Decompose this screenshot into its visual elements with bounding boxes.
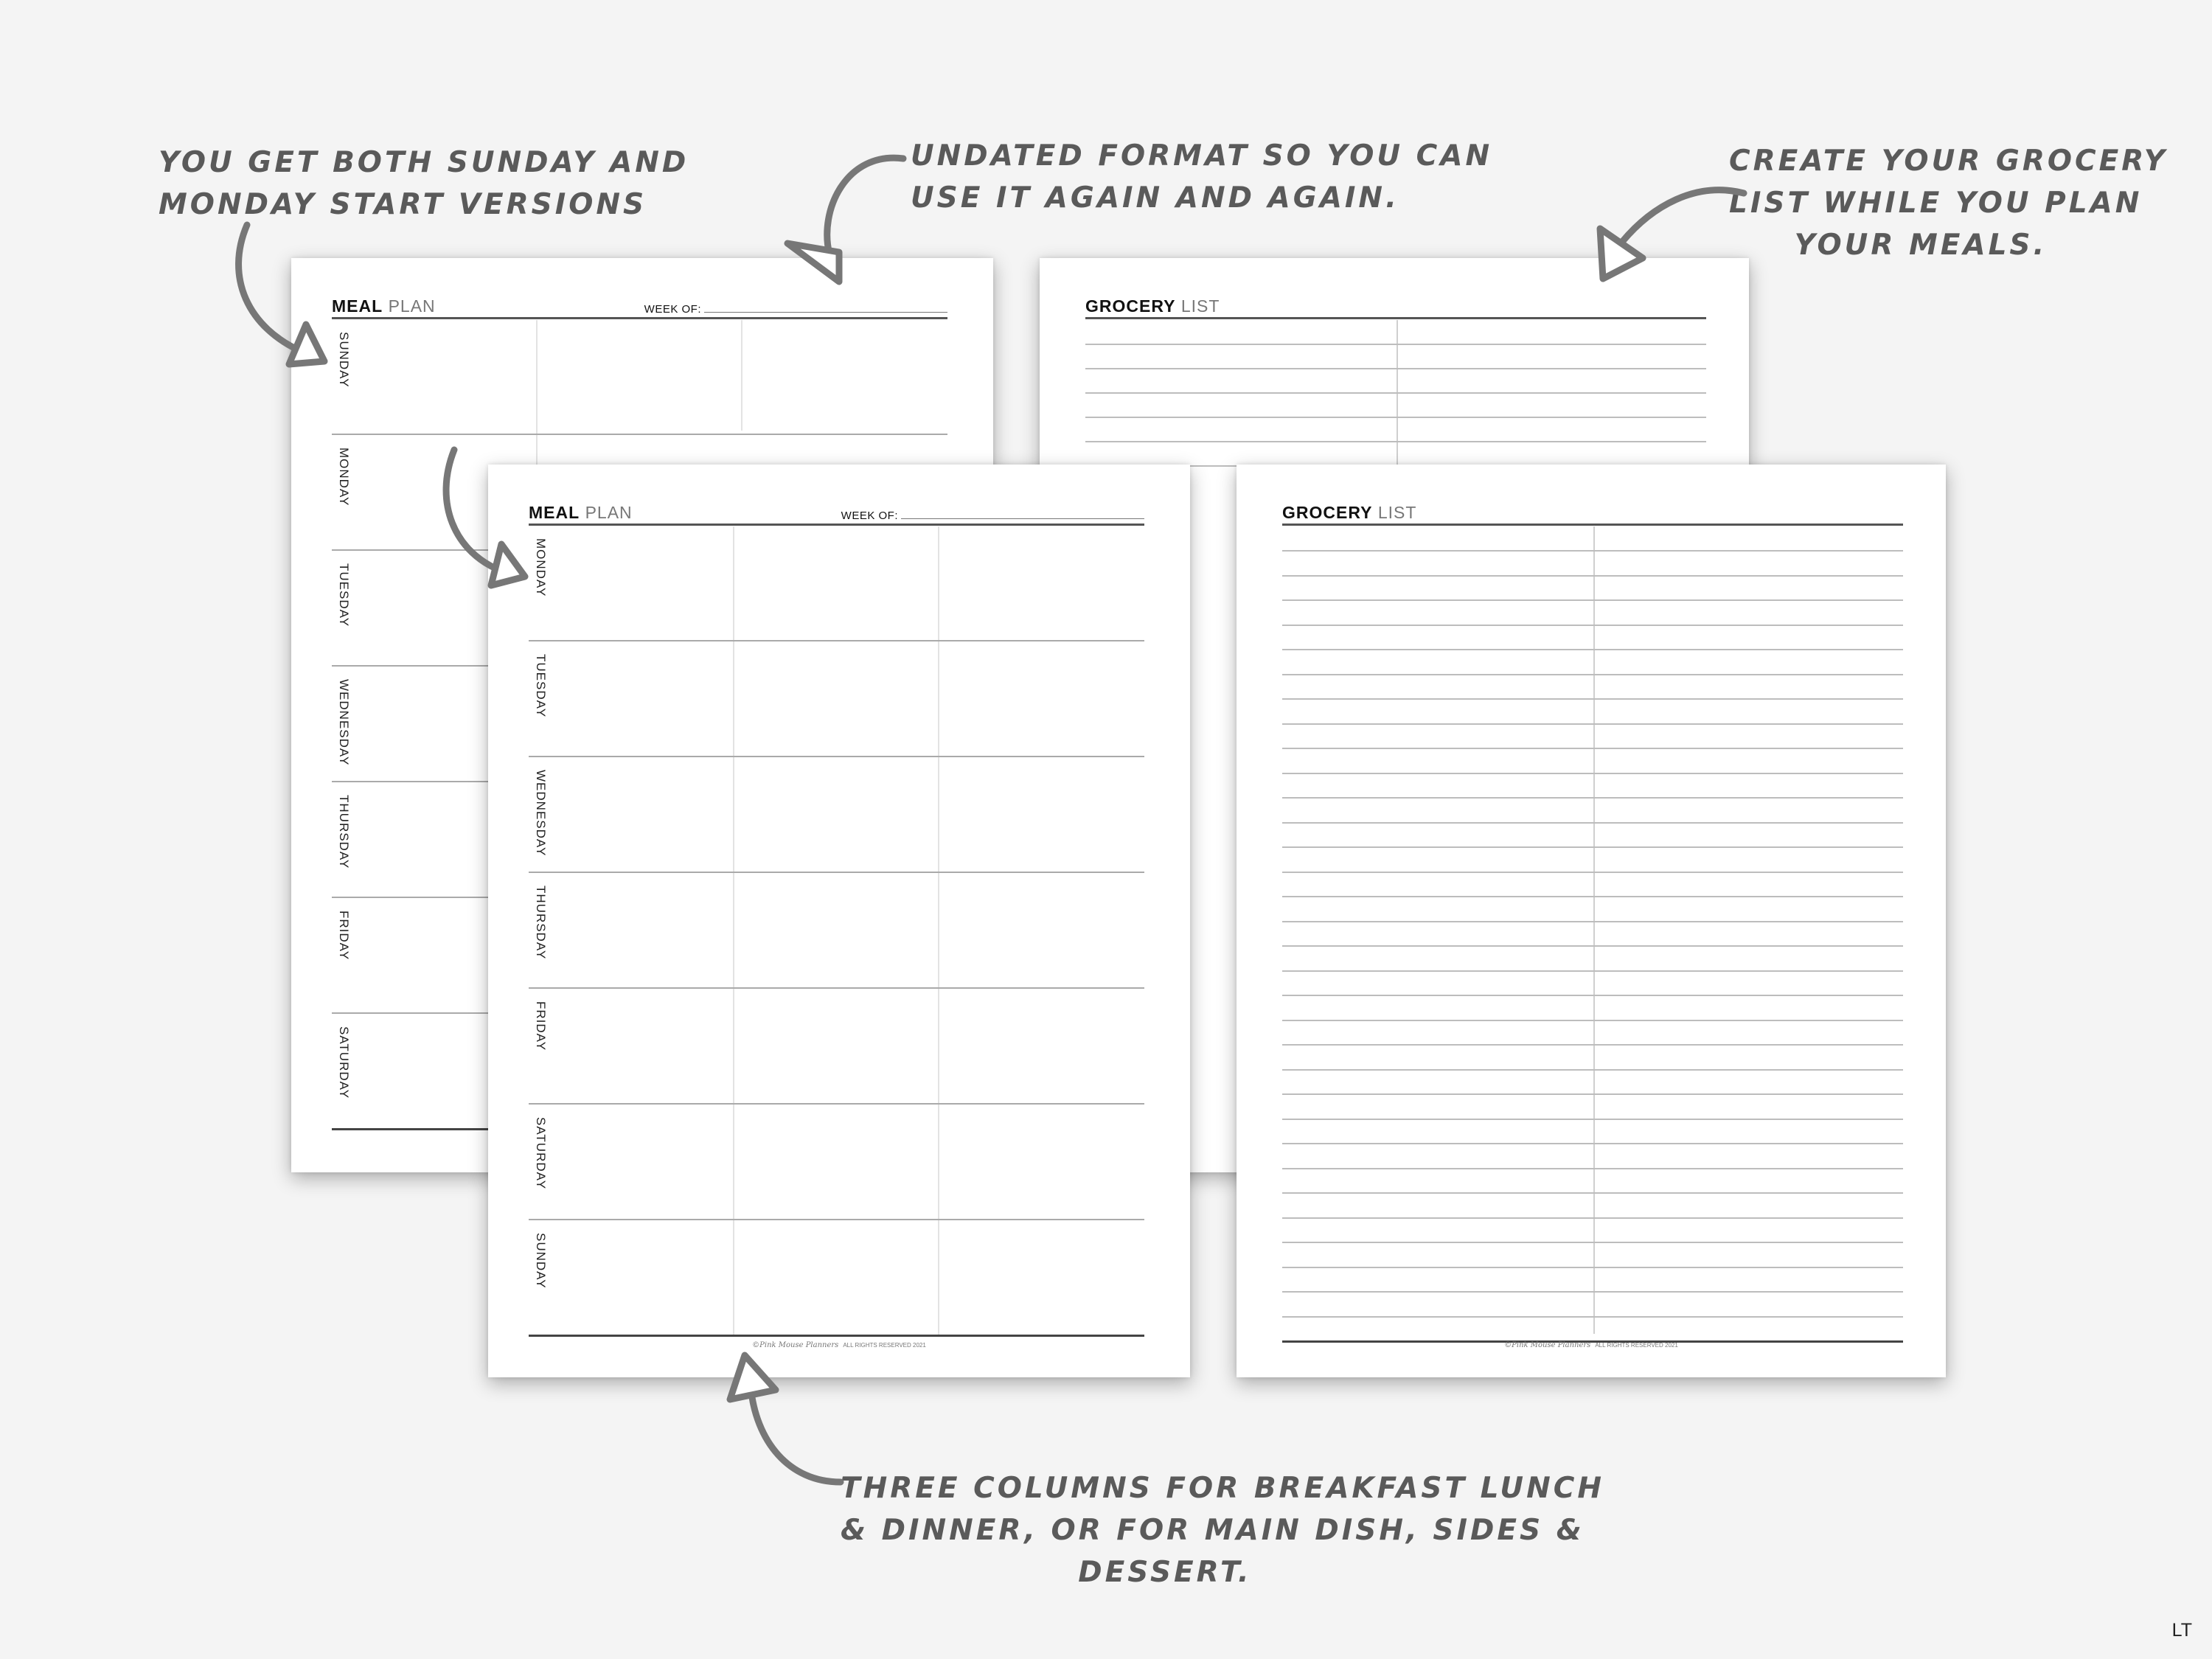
grocery-rule bbox=[1282, 1044, 1903, 1046]
grocery-rule bbox=[1282, 674, 1903, 675]
day-row: WEDNESDAY bbox=[332, 667, 947, 782]
day-row: FRIDAY bbox=[529, 990, 1144, 1105]
column-divider bbox=[1593, 526, 1595, 1334]
callout-undated: UNDATED FORMAT SO YOU CAN USE IT AGAIN AND AGAIN. bbox=[911, 139, 1493, 215]
day-row: SATURDAY bbox=[332, 1015, 947, 1130]
day-row: SUNDAY bbox=[529, 1221, 1144, 1337]
day-row: SATURDAY bbox=[529, 1105, 1144, 1220]
grocery-title: GROCERY LIST bbox=[1085, 296, 1220, 316]
callout-sunday-monday: YOU GET BOTH SUNDAY AND MONDAY START VERSIONS bbox=[159, 146, 689, 221]
grocery-rule bbox=[1282, 1143, 1903, 1144]
meal-plan-title: MEAL PLAN bbox=[529, 503, 633, 522]
day-row: THURSDAY bbox=[529, 874, 1144, 989]
grocery-rule bbox=[1282, 846, 1903, 848]
grocery-rule bbox=[1282, 1316, 1903, 1318]
grocery-header bbox=[1282, 500, 1903, 526]
meal-plan-header bbox=[529, 500, 1144, 526]
grocery-rule bbox=[1282, 1168, 1903, 1169]
arrow-columns bbox=[751, 1386, 841, 1482]
day-row: TUESDAY bbox=[529, 642, 1144, 757]
grocery-rule bbox=[1282, 625, 1903, 626]
grocery-rule bbox=[1282, 970, 1903, 972]
arrow-grocery bbox=[1622, 190, 1744, 242]
day-row: THURSDAY bbox=[332, 783, 947, 898]
week-of-field: WEEK OF: bbox=[644, 303, 947, 316]
meal-plan-title: MEAL PLAN bbox=[332, 296, 436, 316]
grocery-rule bbox=[1282, 773, 1903, 774]
day-row: MONDAY bbox=[332, 436, 947, 551]
day-row: WEDNESDAY bbox=[529, 758, 1144, 873]
corner-mark: LT bbox=[2171, 1620, 2192, 1641]
grocery-list-front-sheet bbox=[1237, 465, 1946, 1377]
grocery-rule bbox=[1282, 822, 1903, 824]
day-row: TUESDAY bbox=[332, 552, 947, 667]
day-row: FRIDAY bbox=[332, 899, 947, 1014]
callout-columns: THREE COLUMNS FOR BREAKFAST LUNCH & DINNER, OR FOR MAIN DISH, SIDES & DESSERT. bbox=[841, 1472, 1604, 1589]
week-of-field: WEEK OF: bbox=[841, 509, 1144, 522]
grocery-rule bbox=[1282, 550, 1903, 552]
grocery-rule bbox=[1282, 872, 1903, 873]
grocery-rule bbox=[1282, 1267, 1903, 1268]
grocery-rule bbox=[1282, 945, 1903, 947]
grocery-rule bbox=[1282, 1119, 1903, 1120]
callout-grocery: CREATE YOUR GROCERY LIST WHILE YOU PLAN YOUR MEALS. bbox=[1729, 145, 2168, 262]
grocery-rule bbox=[1282, 1242, 1903, 1243]
grocery-rule bbox=[1282, 1291, 1903, 1293]
grocery-lines bbox=[1282, 526, 1903, 1338]
sheet-footer: ©Pink Mouse Planners ALL RIGHTS RESERVED 2021 bbox=[1504, 1341, 1678, 1349]
grocery-rule bbox=[1282, 1093, 1903, 1095]
grocery-title: GROCERY LIST bbox=[1282, 503, 1417, 522]
meal-plan-grid bbox=[529, 526, 1144, 1338]
grocery-rule bbox=[1282, 896, 1903, 897]
grocery-rule bbox=[1282, 1217, 1903, 1219]
sheet-footer: ©Pink Mouse Planners ALL RIGHTS RESERVED 2021 bbox=[752, 1341, 926, 1349]
column-divider bbox=[1397, 320, 1398, 467]
day-row: MONDAY bbox=[529, 526, 1144, 641]
grocery-rule bbox=[1282, 1192, 1903, 1194]
grocery-rule bbox=[1282, 575, 1903, 577]
grocery-rule bbox=[1282, 649, 1903, 650]
grocery-rule bbox=[1282, 748, 1903, 749]
meal-plan-monday-sheet bbox=[488, 465, 1190, 1377]
day-row: SUNDAY bbox=[332, 320, 947, 435]
grocery-header bbox=[1085, 293, 1706, 319]
grocery-rule bbox=[1282, 698, 1903, 700]
grocery-rule bbox=[1282, 1069, 1903, 1071]
meal-plan-header bbox=[332, 293, 947, 319]
arrow-undated bbox=[827, 158, 903, 254]
grocery-rule bbox=[1282, 995, 1903, 996]
grocery-rule bbox=[1282, 723, 1903, 725]
grocery-rule bbox=[1282, 921, 1903, 922]
grocery-rule bbox=[1282, 599, 1903, 601]
grocery-rule bbox=[1282, 797, 1903, 799]
grocery-rule bbox=[1282, 1020, 1903, 1021]
